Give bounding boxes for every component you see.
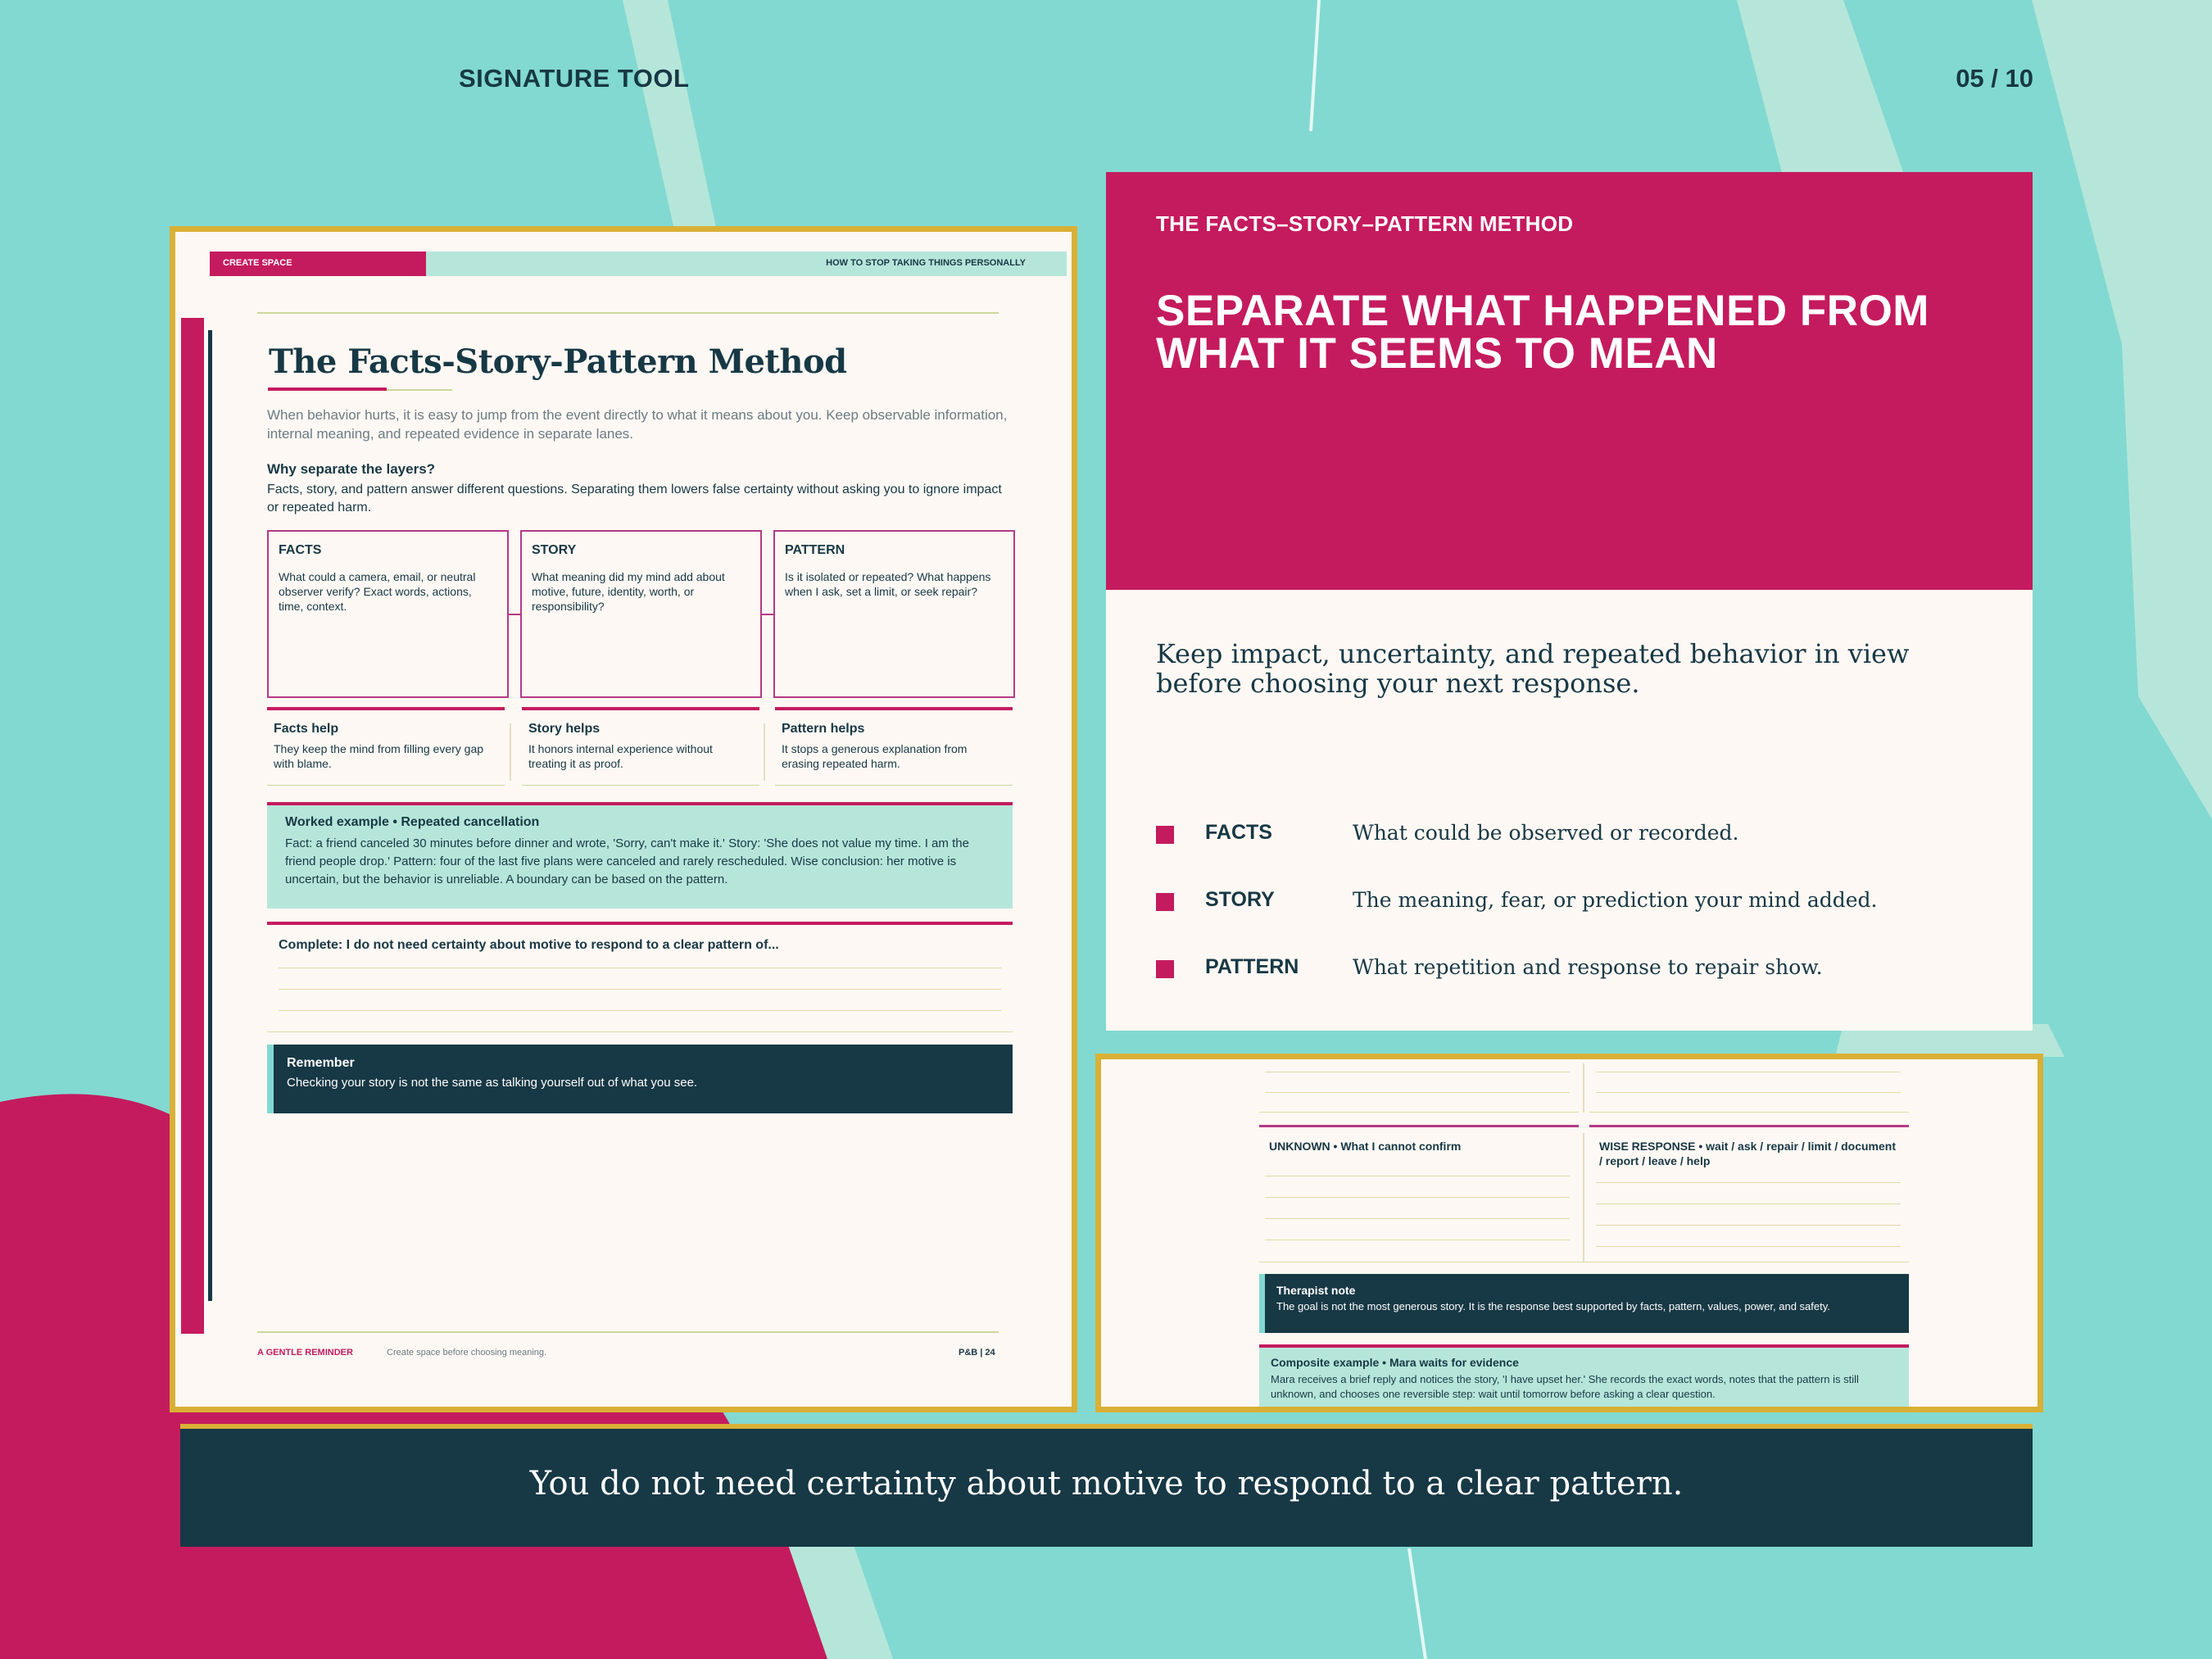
pattern-box[interactable] — [773, 530, 1015, 698]
remember-callout — [267, 1045, 1013, 1113]
help-divider — [764, 723, 765, 781]
footer-caption: Create space before choosing meaning. — [387, 1348, 547, 1358]
deck-title: SIGNATURE TOOL — [459, 64, 690, 93]
worksheet-side-accent-thin — [208, 330, 212, 1301]
why-heading: Why separate the layers? — [267, 461, 436, 477]
worked-example-title: Worked example • Repeated cancellation — [285, 815, 540, 829]
square-bullet-icon — [1156, 893, 1174, 911]
facts-help-text: They keep the mind from filling every gap with blame. — [274, 742, 484, 770]
story-help-title: Story helps — [528, 722, 601, 736]
therapist-note-title: Therapist note — [1276, 1284, 1356, 1297]
help-divider — [510, 723, 511, 781]
completion-prompt-text: Complete: I do not need certainty about motive to respond to a clear pattern of... — [279, 938, 779, 952]
writing-line[interactable] — [1589, 1112, 1909, 1113]
term-story — [1156, 885, 2008, 918]
writing-line[interactable] — [279, 989, 1001, 990]
remember-text: Checking your story is not the same as talking yourself out of what you see. — [287, 1076, 698, 1090]
term-value: The meaning, fear, or prediction your mind added. — [1353, 888, 1878, 912]
facts-box[interactable] — [267, 530, 509, 698]
worked-example — [267, 802, 1013, 909]
writing-line[interactable] — [267, 1031, 1013, 1032]
term-facts — [1156, 818, 2008, 850]
pattern-help — [775, 707, 1013, 786]
story-box-title: STORY — [532, 543, 577, 557]
footer-page-number: P&B | 24 — [959, 1348, 995, 1358]
writing-line[interactable] — [1259, 1112, 1579, 1113]
writing-line[interactable] — [1265, 1092, 1570, 1093]
completion-prompt[interactable] — [267, 922, 1013, 1031]
facts-help — [267, 707, 505, 786]
why-text: Facts, story, and pattern answer different questions. Separating them lowers false certainty without asking you to ignore impact or repeated harm. — [267, 483, 1002, 514]
title-underline — [268, 388, 387, 391]
composite-example-text: Mara receives a brief reply and notices the story, 'I have upset her.' She records the exact words, notes that the pattern is still unknown, and chooses one reversible step: wait until tomorrow before asking a clear question. — [1271, 1373, 1859, 1400]
remember-title: Remember — [287, 1056, 355, 1070]
unknown-title: UNKNOWN • What I cannot confirm — [1269, 1140, 1462, 1153]
therapist-note-text: The goal is not the most generous story. It is the response best supported by facts, pattern, values, power, and safety. — [1276, 1300, 1830, 1312]
writing-line[interactable] — [279, 1010, 1001, 1011]
worksheet-intro: When behavior hurts, it is easy to jump from the event directly to what it means about you. Keep observable information, internal meaning, and repeated evidence in separate lanes. — [267, 407, 1008, 442]
worksheet-detail-crop — [1095, 1054, 2043, 1412]
story-box[interactable] — [520, 530, 762, 698]
unknown-column[interactable] — [1259, 1125, 1579, 1264]
facts-help-title: Facts help — [274, 722, 339, 736]
footer-rule — [257, 1331, 999, 1333]
term-key: FACTS — [1205, 821, 1272, 844]
page-counter: 05 / 10 — [1956, 64, 2033, 93]
term-value: What repetition and response to repair show. — [1353, 955, 1823, 979]
pattern-box-text: Is it isolated or repeated? What happens when I ask, set a limit, or seek repair? — [785, 570, 991, 598]
title-underline-thin — [387, 389, 452, 391]
worksheet-section-tag: CREATE SPACE — [210, 252, 426, 276]
facts-box-text: What could a camera, email, or neutral observer verify? Exact words, actions, time, context. — [279, 570, 476, 613]
writing-line[interactable] — [1596, 1182, 1901, 1183]
column-divider — [1583, 1063, 1584, 1113]
writing-line[interactable] — [1596, 1246, 1901, 1247]
composite-example — [1259, 1344, 1909, 1410]
facts-box-title: FACTS — [279, 543, 322, 557]
composite-example-title: Composite example • Mara waits for evidence — [1271, 1356, 1519, 1369]
takeaway-banner — [180, 1424, 2033, 1547]
box-connector — [762, 614, 773, 615]
wise-response-column[interactable] — [1589, 1125, 1909, 1264]
pattern-help-title: Pattern helps — [782, 722, 865, 736]
pattern-help-text: It stops a generous explanation from erasing repeated harm. — [782, 742, 968, 770]
takeaway-text: You do not need certainty about motive to respond to a clear pattern. — [529, 1465, 1684, 1503]
story-help — [522, 707, 759, 786]
worksheet-preview — [170, 226, 1077, 1412]
column-divider — [1583, 1133, 1584, 1262]
writing-line[interactable] — [1596, 1092, 1901, 1093]
writing-line[interactable] — [1265, 1218, 1570, 1219]
writing-line[interactable] — [1265, 1197, 1570, 1198]
box-connector — [509, 614, 520, 615]
term-key: STORY — [1205, 888, 1275, 911]
worksheet-running-head: HOW TO STOP TAKING THINGS PERSONALLY — [426, 252, 1067, 276]
worked-example-text: Fact: a friend canceled 30 minutes before dinner and wrote, 'Sorry, can't make it.' Story: 'She does not value my time. I am the friend people drop.' Pattern: four of the last five plans were canceled and rarely rescheduled. Wise conclusion: her motive is uncertain, but the behavior is unreliable. A boundary can be based on the pattern. — [285, 836, 969, 886]
square-bullet-icon — [1156, 960, 1174, 978]
term-pattern — [1156, 952, 2008, 985]
story-box-text: What meaning did my mind add about motive, future, identity, worth, or responsibility? — [532, 570, 725, 613]
therapist-note — [1259, 1274, 1909, 1333]
method-headline: SEPARATE WHAT HAPPENED FROM WHAT IT SEEMS TO MEAN — [1156, 287, 1929, 378]
method-lead: Keep impact, uncertainty, and repeated behavior in view before choosing your next response. — [1156, 638, 1910, 699]
story-help-text: It honors internal experience without treating it as proof. — [528, 742, 713, 770]
term-key: PATTERN — [1205, 955, 1299, 978]
worksheet-title: The Facts-Story-Pattern Method — [269, 342, 847, 381]
method-card — [1106, 172, 2033, 1031]
pattern-box-title: PATTERN — [785, 543, 845, 557]
square-bullet-icon — [1156, 826, 1174, 844]
footer-label: A GENTLE REMINDER — [257, 1348, 353, 1358]
term-value: What could be observed or recorded. — [1353, 821, 1739, 845]
writing-line[interactable] — [1596, 1203, 1901, 1204]
worksheet-side-accent — [181, 318, 204, 1334]
top-rule — [257, 312, 999, 314]
writing-line[interactable] — [1596, 1225, 1901, 1226]
wise-response-title: WISE RESPONSE • wait / ask / repair / limit / document / report / leave / help — [1599, 1140, 1896, 1167]
method-kicker: THE FACTS–STORY–PATTERN METHOD — [1156, 211, 1574, 236]
